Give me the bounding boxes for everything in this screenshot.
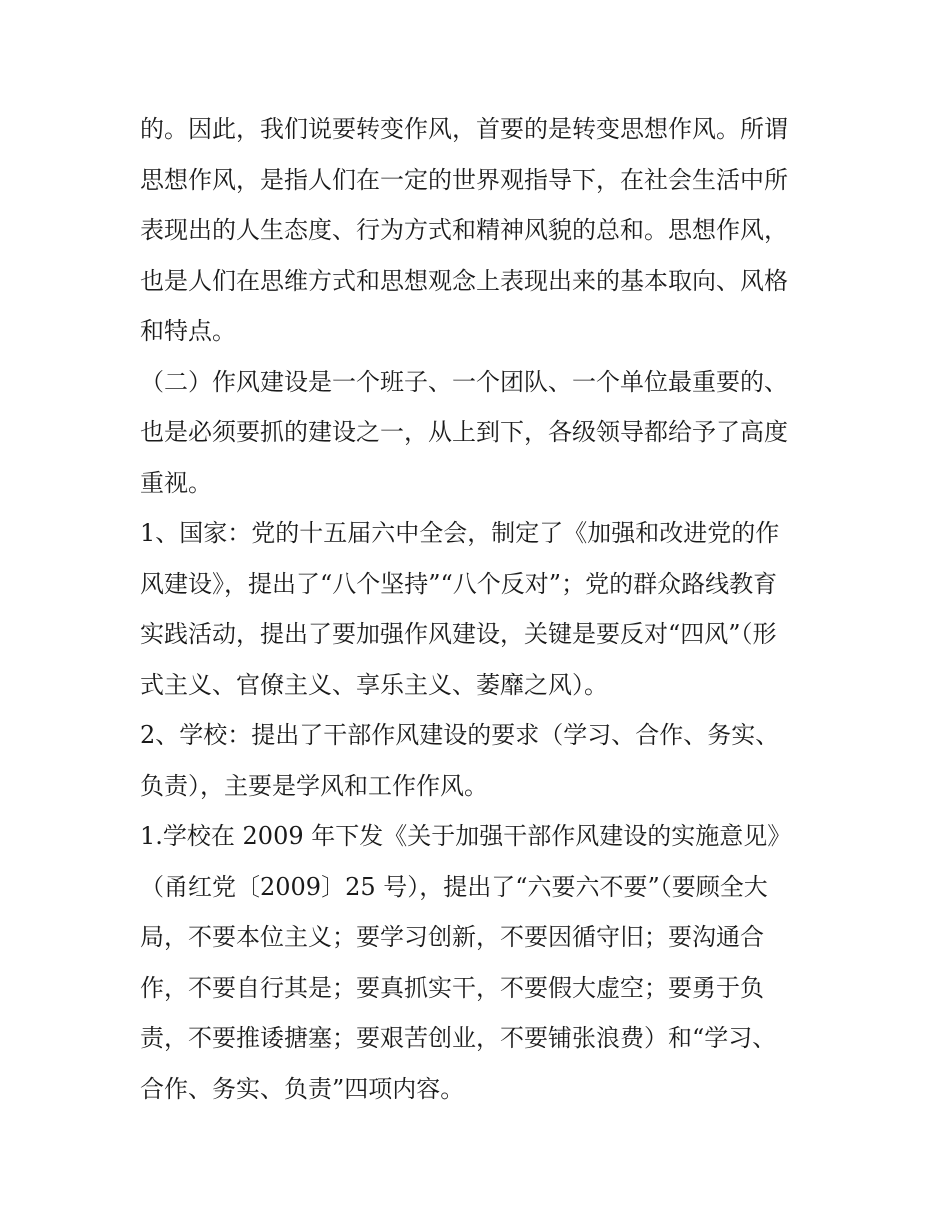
text-line: 式主义、官僚主义、享乐主义、萎靡之风）。 [140, 670, 608, 699]
body-text [140, 104, 820, 1114]
text-line: 也是必须要抓的建设之一，从上到下，各级领导都给予了高度 [140, 418, 788, 446]
text-line: 思想作风，是指人们在一定的世界观指导下，在社会生活中所 [140, 165, 788, 194]
text-line: 风建设》，提出了“八个坚持”“八个反对”；党的群众路线教育 [140, 569, 778, 598]
text-line: 和特点。 [140, 317, 236, 345]
text-line: （二）作风建设是一个班子、一个团队、一个单位最重要的、 [140, 367, 788, 396]
text-line: 作，不要自行其是；要真抓实干，不要假大虚空；要勇于负 [140, 973, 764, 1002]
text-line: 也是人们在思维方式和思想观念上表现出来的基本取向、风格 [140, 266, 788, 295]
text-line: 责，不要推诿搪塞；要艰苦创业，不要铺张浪费）和“学习、 [140, 1024, 777, 1052]
text-line: 重视。 [140, 468, 212, 497]
text-line: 1、国家：党的十五届六中全会，制定了《加强和改进党的作 [140, 519, 780, 547]
text-line: 2、学校：提出了干部作风建设的要求（学习、合作、务实、 [140, 721, 780, 749]
text-line: 的。因此，我们说要转变作风，首要的是转变思想作风。所谓 [140, 115, 788, 143]
text-line: 合作、务实、负责”四项内容。 [140, 1074, 465, 1103]
text-line: 局，不要本位主义；要学习创新，不要因循守旧；要沟通合 [140, 923, 764, 951]
text-line: 实践活动，提出了要加强作风建设，关键是要反对“四风”（形 [140, 620, 777, 648]
text-line: 负责），主要是学风和工作作风。 [140, 771, 488, 800]
text-line: 1.学校在 2009 年下发《关于加强干部作风建设的实施意见》 [140, 822, 792, 850]
text-line: （甬红党〔2009〕25 号），提出了“六要六不要”（要顾全大 [140, 872, 768, 901]
text-line: 表现出的人生态度、行为方式和精神风貌的总和。思想作风， [140, 216, 788, 244]
